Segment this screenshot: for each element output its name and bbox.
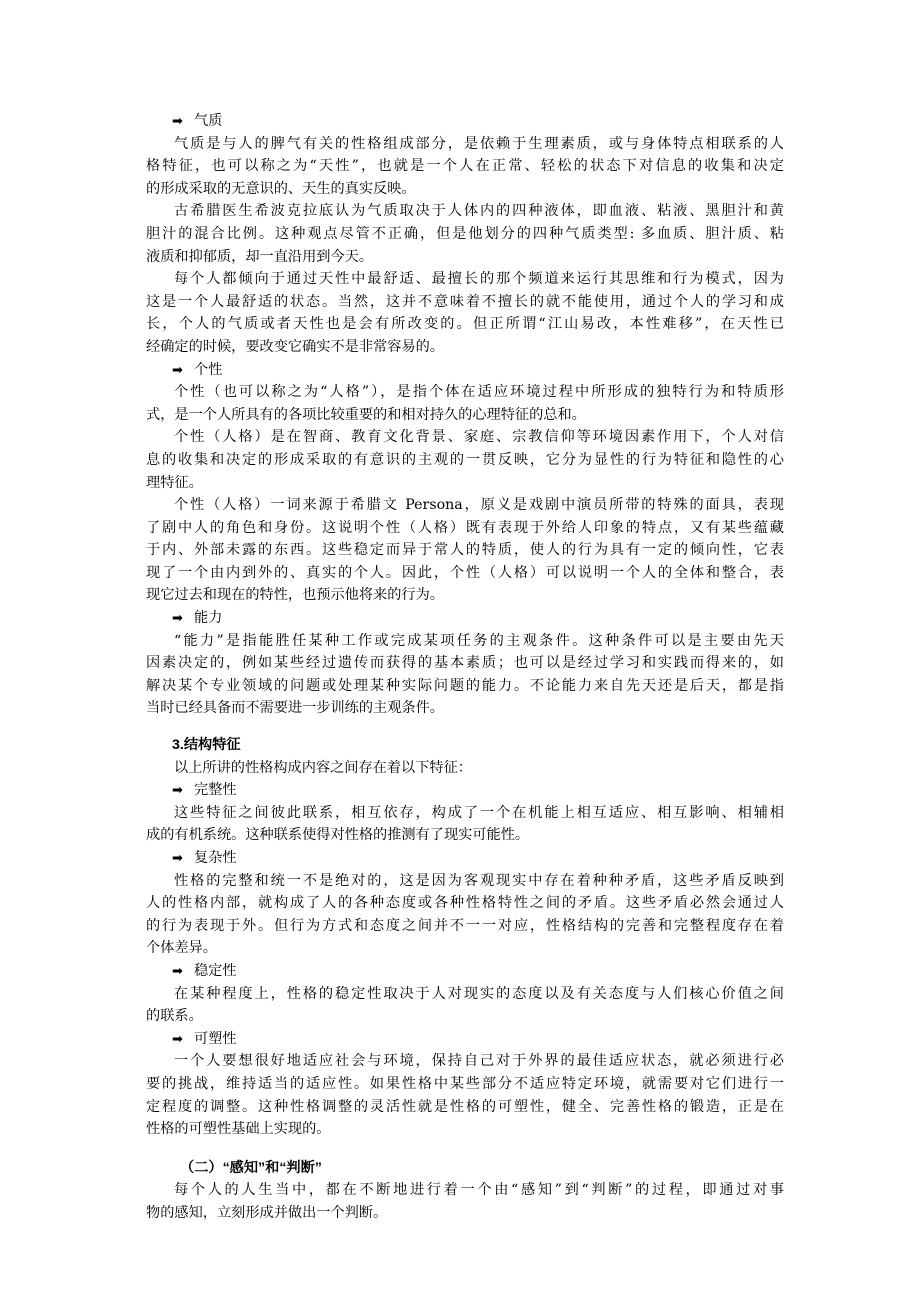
right-arrow-icon: ➡ [172,1031,183,1047]
bullet-label: 完整性 [194,782,237,799]
bullet-label: 稳定性 [194,962,237,979]
bullet-label: 可塑性 [194,1030,237,1047]
text-line: 胆汁的混合比例。这种观点尽管不正确，但是他划分的四种气质类型: 多血质、胆汁质、粘 [146,225,784,242]
paragraph-comfort-channel [146,268,784,358]
text-line: 经确定的时候，要改变它确实不是非常容易的。 [146,338,444,355]
paragraph-temperament-definition [146,133,784,201]
text-line: 每个人的人生当中，都在不断地进行着一个由“感知”到“判断”的过程，即通过对事 [174,1182,784,1199]
text-line: 这些特征之间彼此联系，相互依存，构成了一个在机能上相互适应、相互影响、相辅相 [174,804,784,821]
paragraph-structure-intro [146,757,784,780]
text-line: 一个人要想很好地适应社会与环境，保持自己对于外界的最佳适应状态，就必须进行必 [174,1053,784,1070]
text-line: 性格的完整和统一不是绝对的，这是因为客观现实中存在着种种矛盾，这些矛盾反映到 [174,872,784,889]
paragraph-personality-factors [146,426,784,494]
text-line: 格特征，也可以称之为“天性”，也就是一个人在正常、轻松的状态下对信息的收集和决定 [146,158,784,175]
paragraph-integrity [146,802,784,847]
bullet-integrity [146,779,784,802]
text-line: 的联系。 [146,1008,203,1025]
bullet-temperament [146,110,784,133]
bullet-label: 复杂性 [194,850,237,866]
bullet-ability [146,607,784,630]
bullet-complexity [146,847,784,870]
text-line: 的形成采取的无意识的、天生的真实反映。 [146,180,416,197]
section-heading-structure: 3.结构特征 [172,737,241,754]
text-line: 个性（也可以称之为“人格”），是指个体在适应环境过程中所形成的独特行为和特质形 [174,384,784,401]
right-arrow-icon: ➡ [172,611,183,627]
text-line: 以上所讲的性格构成内容之间存在着以下特征： [174,759,472,776]
bullet-label: 气质 [194,113,223,129]
right-arrow-icon: ➡ [172,851,183,866]
text-line: 的行为表现于外。但行为方式和态度之间并不一一对应，性格结构的完善和完整程度存在着 [146,917,784,934]
text-line: 息的收集和决定的形成采取的有意识的主观的一贯反映，它分为显性的行为特征和隐性的心 [146,451,784,468]
text-line: 每个人都倾向于通过天性中最舒适、最擅长的那个频道来运行其思维和行为模式，因为 [174,271,784,288]
bullet-stability [146,960,784,983]
text-line: 式，是一个人所具有的各项比较重要的和相对持久的心理特征的总和。 [146,406,586,423]
right-arrow-icon: ➡ [172,783,183,799]
text-line: 个性（人格）一词来源于希腊文 Persona，原义是戏剧中演员所带的特殊的面具，表现 [174,497,784,514]
text-line: 个性（人格）是在智商、教育文化背景、家庭、宗教信仰等环境因素作用下，个人对信 [174,429,784,446]
text-line: 于内、外部未露的东西。这些稳定而异于常人的特质，使人的行为具有一定的倾向性，它表 [146,542,784,559]
text-line: 这是一个人最舒适的状态。当然，这并不意味着不擅长的就不能使用，通过个人的学习和成 [146,293,784,310]
text-line: 液质和抑郁质，却一直沿用到今天。 [146,248,374,265]
section-spacer [146,720,784,734]
paragraph-stability [146,983,784,1028]
paragraph-plasticity [146,1050,784,1140]
text-line: 当时已经具备而不需要进一步训练的主观条件。 [146,700,444,717]
paragraph-complexity [146,870,784,960]
paragraph-perception-judgment [146,1179,784,1224]
section-heading-perception-judgment: （二）“感知”和“判断” [180,1159,322,1176]
text-line: 物的感知，立刻形成并做出一个判断。 [146,1204,388,1221]
document-body [146,110,784,1225]
text-line: 成的有机系统。这种联系使得对性格的推测有了现实可能性。 [146,827,530,844]
text-line: 性格的可塑性基础上实现的。 [146,1121,331,1138]
right-arrow-icon: ➡ [172,963,183,979]
text-line: “能力”是指能胜任某种工作或完成某项任务的主观条件。这种条件可以是主要由先天 [174,632,784,649]
text-line: 解决某个专业领域的问题或处理某种实际问题的能力。不论能力来自先天还是后天，都是指 [146,677,784,694]
text-line: 气质是与人的脾气有关的性格组成部分，是依赖于生理素质，或与身体特点相联系的人 [174,135,784,152]
text-line: 个体差异。 [146,940,217,957]
text-line: 理特征。 [146,474,203,491]
text-line: 因素决定的，例如某些经过遗传而获得的基本素质；也可以是经过学习和实践而得来的，如 [146,655,784,672]
paragraph-persona [146,494,784,607]
bullet-personality [146,359,784,382]
text-line: 现它过去和现在的特性，也预示他将来的行为。 [146,587,444,604]
paragraph-ability-definition [146,630,784,720]
text-line: 要的挑战，维持适当的适应性。如果性格中某些部分不适应特定环境，就需要对它们进行一 [146,1075,784,1092]
text-line: 长，个人的气质或者天性也是会有所改变的。但正所谓“江山易改，本性难移”，在天性已 [146,316,784,333]
text-line: 定程度的调整。这种性格调整的灵活性就是性格的可塑性，健全、完善性格的锻造，正是在 [146,1098,784,1115]
bullet-label: 个性 [194,361,223,378]
paragraph-hippocrates [146,200,784,268]
bullet-label: 能力 [194,610,223,627]
section-spacer [146,1141,784,1157]
text-line: 了剧中人的角色和身份。这说明个性（人格）既有表现于外给人印象的特点，又有某些蕴藏 [146,519,784,536]
bullet-plasticity [146,1028,784,1051]
text-line: 古希腊医生希波克拉底认为气质取决于人体内的四种液体，即血液、粘液、黑胆汁和黄 [174,203,784,220]
text-line: 人的性格内部，就构成了人的各种态度或各种性格特性之间的矛盾。这些矛盾必然会通过人 [146,895,784,912]
paragraph-personality-definition [146,381,784,426]
text-line: 现了一个由内到外的、真实的个人。因此，个性（人格）可以说明一个人的全体和整合，表 [146,564,784,581]
text-line: 在某种程度上，性格的稳定性取决于人对现实的态度以及有关态度与人们核心价值之间 [174,985,784,1002]
right-arrow-icon: ➡ [172,362,183,378]
right-arrow-icon: ➡ [172,114,183,129]
